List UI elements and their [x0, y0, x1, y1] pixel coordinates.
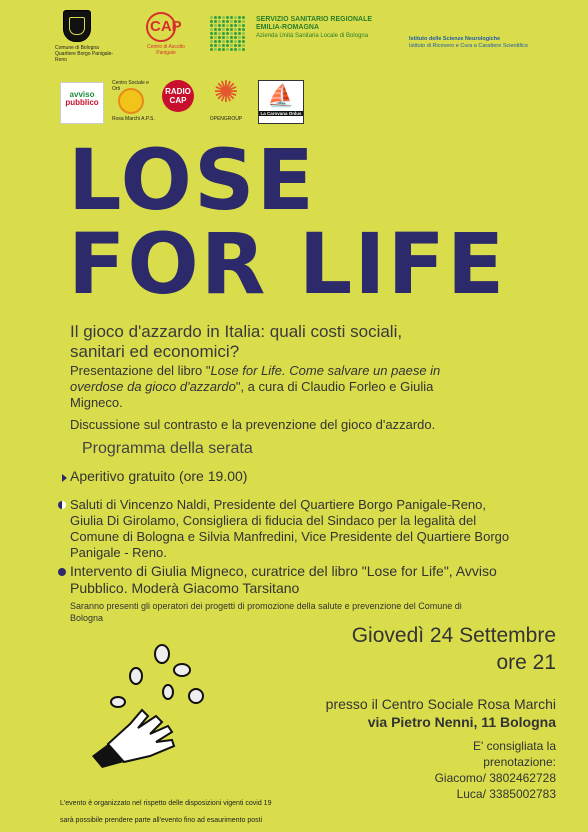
ssr-dot [234, 44, 237, 47]
footer-line1: L'evento è organizzato nel rispetto delle disposizioni vigenti covid 19 [60, 800, 272, 807]
program-item-text: Saluti di Vincenzo Naldi, Presidente del Quartiere Borgo Panigale-Reno, Giulia Di Girolamo, Consigliera di fiducia del Sindaco per la legalità del Comune di Bologna e Silvia Manfredini, Vice Presidente del Quartiere Borgo Panigale - Reno. [70, 497, 510, 560]
ssr-dot [242, 36, 245, 39]
isn-text [409, 36, 528, 50]
ssr-dot [238, 48, 241, 51]
ssr-dot [218, 40, 221, 43]
ssr-line1: SERVIZIO SANITARIO REGIONALE [256, 16, 373, 23]
presentation-suffix: ", a cura di Claudio Forleo e Giulia Migneco. [70, 379, 434, 410]
coin-icon [111, 645, 203, 707]
ssr-dot [210, 44, 213, 47]
ssr-dots-icon [210, 16, 245, 51]
ssr-dot [218, 44, 221, 47]
ssr-dot [226, 20, 229, 23]
contact-giacomo: Giacomo/ 3802462728 [434, 771, 556, 785]
presentation-text [70, 363, 480, 411]
operators-note: Saranno presenti gli operatori dei progetti di promozione della salute e prevenzione del Comune di Bologna [70, 601, 462, 623]
ssr-dot [210, 36, 213, 39]
bullet-icon [62, 474, 67, 482]
title-line1: LOSE [68, 131, 316, 229]
subtitle-line2: sanitari ed economici? [70, 342, 240, 361]
ssr-dot [230, 32, 233, 35]
ssr-dot [226, 40, 229, 43]
ssr-dot [218, 20, 221, 23]
ssr-dot [230, 36, 233, 39]
ssr-dot [242, 44, 245, 47]
title-line2: FOR LIFE [68, 215, 507, 313]
ssr-dot [210, 48, 213, 51]
ssr-dot [234, 32, 237, 35]
footer-note [60, 797, 271, 827]
avviso-pubblico-logo [60, 82, 104, 124]
ssr-dot [222, 48, 225, 51]
ssr-dot [214, 20, 217, 23]
ssr-dot [222, 24, 225, 27]
ssr-dot [226, 24, 229, 27]
ssr-dot [230, 24, 233, 27]
csrm-bottom: Rosa Marchi A.P.S. [112, 116, 155, 122]
ssr-dot [214, 16, 217, 19]
booking-line1: E' consigliata la [472, 739, 556, 753]
ssr-dot [234, 48, 237, 51]
hand-icon [108, 710, 174, 762]
ssr-dot [214, 32, 217, 35]
venue-address: via Pietro Nenni, 11 Bologna [367, 714, 556, 730]
radio-line2: CAP [169, 96, 187, 105]
ssr-dot [222, 16, 225, 19]
comune-quartiere: Quartiere Borgo Panigale-Reno [55, 51, 114, 63]
ssr-dot [222, 20, 225, 23]
ssr-dot [242, 28, 245, 31]
ssr-line2: EMILIA-ROMAGNA [256, 24, 319, 31]
ssr-dot [234, 24, 237, 27]
opengroup-logo [206, 78, 246, 126]
ssr-dot [222, 28, 225, 31]
ssr-dot [242, 20, 245, 23]
ssr-dot [238, 36, 241, 39]
carovana-figure-icon: ⛵ [267, 83, 295, 108]
ssr-dot [238, 20, 241, 23]
ssr-dot [230, 44, 233, 47]
ssr-dot [218, 48, 221, 51]
ssr-dot [234, 40, 237, 43]
event-date: Giovedì 24 Settembre [351, 624, 556, 647]
csrm-mark-icon [118, 88, 144, 114]
program-item [58, 563, 518, 597]
opengroup-label: OPENGROUP [209, 116, 243, 122]
program-item [58, 468, 528, 484]
ssr-dot [234, 16, 237, 19]
isn-line2: Istituto di Ricovero e Cura a Carattere Scientifico [409, 43, 528, 49]
ssr-dot [218, 28, 221, 31]
program-item [58, 497, 518, 561]
ssr-dot [230, 16, 233, 19]
opengroup-star-icon: ✺ [213, 76, 239, 109]
ssr-dot [242, 40, 245, 43]
radio-cap-logo [162, 80, 194, 112]
ssr-dot [242, 48, 245, 51]
ssr-dot [210, 20, 213, 23]
ssr-dot [222, 44, 225, 47]
ssr-dot [214, 44, 217, 47]
comune-logo [55, 10, 125, 63]
ssr-dot [222, 36, 225, 39]
program-item-text: Aperitivo gratuito (ore 19.00) [70, 468, 248, 484]
ssr-dot [214, 28, 217, 31]
ssr-dot [226, 16, 229, 19]
ssr-dot [234, 36, 237, 39]
ssr-dot [226, 28, 229, 31]
ssr-dot [214, 24, 217, 27]
comune-name: Comune di Bologna [55, 45, 99, 51]
ssr-dot [222, 40, 225, 43]
ssr-dot [218, 16, 221, 19]
ssr-dot [218, 36, 221, 39]
isn-line1: Istituto delle Scienze Neurologiche [409, 36, 501, 42]
radio-line1: RADIO [165, 87, 191, 96]
ssr-dot [226, 48, 229, 51]
avviso-line2: pubblico [65, 98, 99, 107]
program-heading: Programma della serata [82, 440, 253, 457]
presentation-prefix: Presentazione del libro " [70, 363, 211, 378]
footer-line2: sarà possibile prendere parte all'evento fino ad esaurimento posti [60, 817, 263, 824]
ssr-dot [242, 32, 245, 35]
carovana-logo [258, 80, 304, 124]
ssr-dot [230, 40, 233, 43]
ssr-line3: Azienda Unità Sanitaria Locale di Bologna [256, 33, 369, 39]
ssr-dot [210, 16, 213, 19]
ssr-logo [210, 16, 245, 51]
venue-line1: presso il Centro Sociale Rosa Marchi [325, 696, 556, 712]
program-item-text: Intervento di Giulia Migneco, curatrice del libro "Lose for Life", Avviso Pubblico. Moderà Giacomo Tarsitano [70, 563, 497, 596]
subtitle-line1: Il gioco d'azzardo in Italia: quali costi sociali, [70, 322, 403, 341]
ssr-dot [210, 40, 213, 43]
ssr-dot [230, 48, 233, 51]
ssr-dot [230, 20, 233, 23]
cap-subtitle: Centro di Ascolto Panigale [147, 44, 185, 56]
subtitle [70, 322, 570, 362]
ssr-dot [238, 44, 241, 47]
csrm-top: Centro Sociale e Orti [112, 80, 149, 92]
ssr-dot [226, 32, 229, 35]
bullet-icon [58, 501, 66, 509]
ssr-dot [238, 16, 241, 19]
ssr-dot [230, 28, 233, 31]
ssr-dot [214, 36, 217, 39]
ssr-dot [214, 40, 217, 43]
booking-line2: prenotazione: [483, 755, 556, 769]
ssr-dot [214, 48, 217, 51]
carovana-label: La Carovana Onlus [260, 111, 302, 116]
cap-logo [142, 12, 190, 56]
ssr-dot [238, 40, 241, 43]
ssr-dot [238, 28, 241, 31]
ssr-dot [242, 16, 245, 19]
ssr-dot [210, 24, 213, 27]
ssr-dot [222, 32, 225, 35]
cap-logo-text: CAP [150, 18, 182, 35]
book-title: Lose for Life. Come salvare un paese in overdose da gioco d'azzardo [70, 363, 441, 394]
bullet-icon [58, 568, 66, 576]
csrm-logo [112, 80, 155, 124]
discussion-text: Discussione sul contrasto e la prevenzione del gioco d'azzardo. [70, 417, 436, 432]
ssr-dot [238, 24, 241, 27]
ssr-dot [234, 20, 237, 23]
ssr-dot [234, 28, 237, 31]
ssr-dot [210, 32, 213, 35]
event-time: ore 21 [496, 651, 556, 674]
contact-luca: Luca/ 3385002783 [456, 787, 556, 801]
ssr-text [256, 16, 372, 40]
ssr-dot [218, 32, 221, 35]
crest-icon [63, 10, 91, 42]
ssr-dot [210, 28, 213, 31]
ssr-dot [226, 36, 229, 39]
ssr-dot [238, 32, 241, 35]
ssr-dot [242, 24, 245, 27]
ssr-dot [226, 44, 229, 47]
avviso-line1: avviso [69, 90, 95, 99]
ssr-dot [218, 24, 221, 27]
hand-coins-illustration [78, 640, 228, 770]
